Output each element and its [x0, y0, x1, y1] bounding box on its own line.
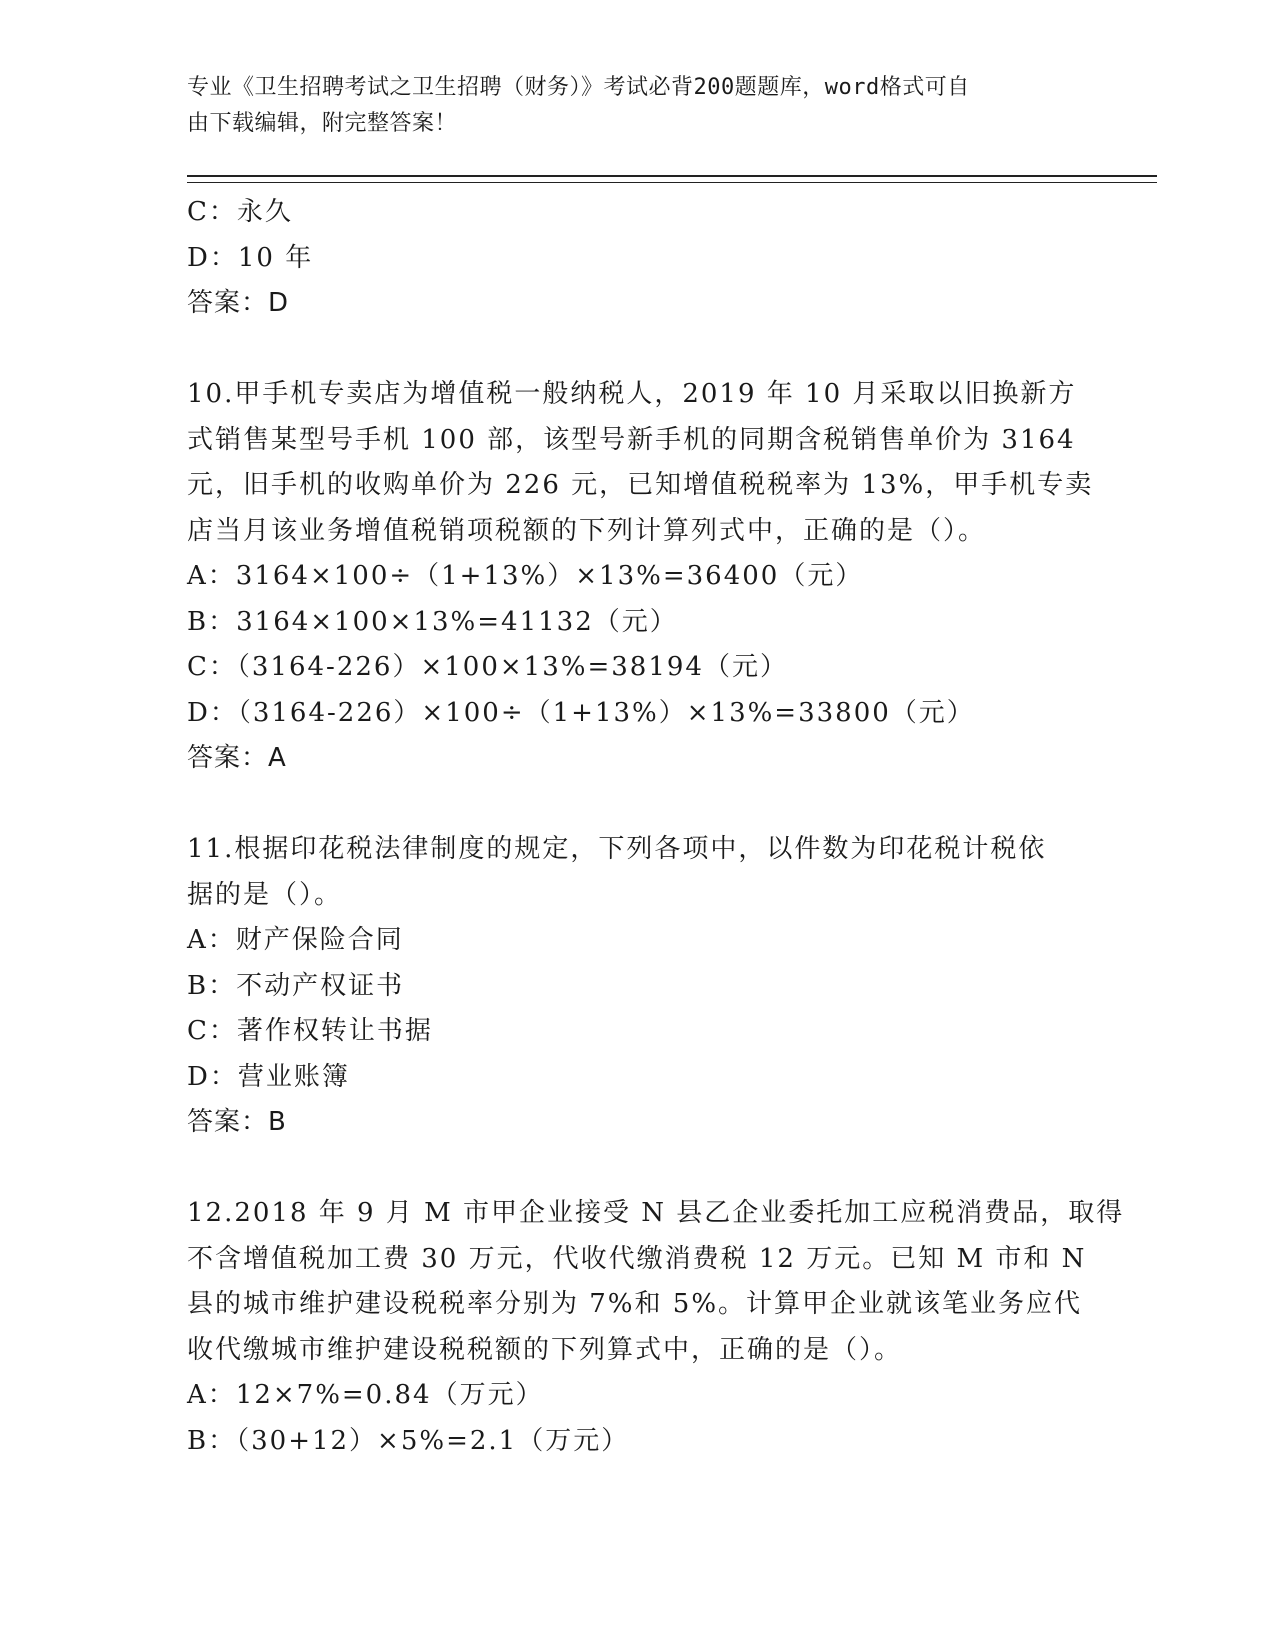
option-d: D：（3164-226）×100÷（1+13%）×13%=33800（元）	[187, 697, 975, 728]
question-stem-line: 式销售某型号手机 100 部，该型号新手机的同期含税销售单价为 3164	[187, 424, 1076, 455]
option-a: A：3164×100÷（1+13%）×13%=36400（元）	[187, 561, 864, 591]
question-stem-line: 店当月该业务增值税销项税额的下列计算列式中，正确的是（）。	[187, 515, 987, 546]
prev-question-tail	[187, 190, 1087, 327]
header-line-1: 专业《卫生招聘考试之卫生招聘（财务）》考试必背200题题库，word格式可自	[187, 75, 970, 100]
header-rule-thick	[187, 175, 1157, 177]
option-d: D：10 年	[187, 242, 314, 273]
answer-line: 答案：A	[187, 743, 287, 773]
answer-line: 答案：D	[187, 288, 290, 318]
question-stem-line: 不含增值税加工费 30 万元，代收代缴消费税 12 万元。已知 M 市和 N	[187, 1243, 1087, 1274]
header-rule-thin	[187, 182, 1157, 183]
header-line-2: 由下载编辑，附完整答案！	[187, 111, 458, 136]
option-a: A：12×7%=0.84（万元）	[187, 1380, 544, 1410]
question-stem-line: 11.根据印花税法律制度的规定，下列各项中，以件数为印花税计税依	[187, 834, 1047, 864]
question-stem-line: 收代缴城市维护建设税税额的下列算式中，正确的是（）。	[187, 1334, 903, 1365]
document-body	[187, 190, 1125, 1464]
option-d: D：营业账簿	[187, 1061, 350, 1092]
option-b: B：不动产权证书	[187, 970, 405, 1001]
question-stem-line: 据的是（）。	[187, 879, 343, 910]
document-header	[187, 70, 1067, 142]
question-10	[187, 372, 1094, 782]
spacer	[187, 1146, 1087, 1192]
question-stem-line: 10.甲手机专卖店为增值税一般纳税人，2019 年 10 月采取以旧换新方	[187, 379, 1077, 409]
option-a: A：财产保险合同	[187, 925, 404, 955]
question-stem-line: 县的城市维护建设税税率分别为 7%和 5%。计算甲企业就该笔业务应代	[187, 1289, 1083, 1319]
spacer	[187, 782, 1087, 828]
question-stem-line: 元，旧手机的收购单价为 226 元，已知增值税税率为 13%，甲手机专卖	[187, 470, 1094, 500]
option-b: B：（30+12）×5%=2.1（万元）	[187, 1425, 630, 1456]
question-stem-line: 12.2018 年 9 月 M 市甲企业接受 N 县乙企业委托加工应税消费品，取得	[187, 1198, 1125, 1228]
option-c: C：永久	[187, 197, 293, 227]
option-b: B：3164×100×13%=41132（元）	[187, 606, 678, 637]
option-c: C：著作权转让书据	[187, 1016, 433, 1046]
question-11	[187, 827, 1087, 1146]
option-c: C：（3164-226）×100×13%=38194（元）	[187, 652, 788, 682]
spacer	[187, 327, 1087, 373]
answer-line: 答案：B	[187, 1107, 287, 1137]
question-12	[187, 1191, 1125, 1464]
